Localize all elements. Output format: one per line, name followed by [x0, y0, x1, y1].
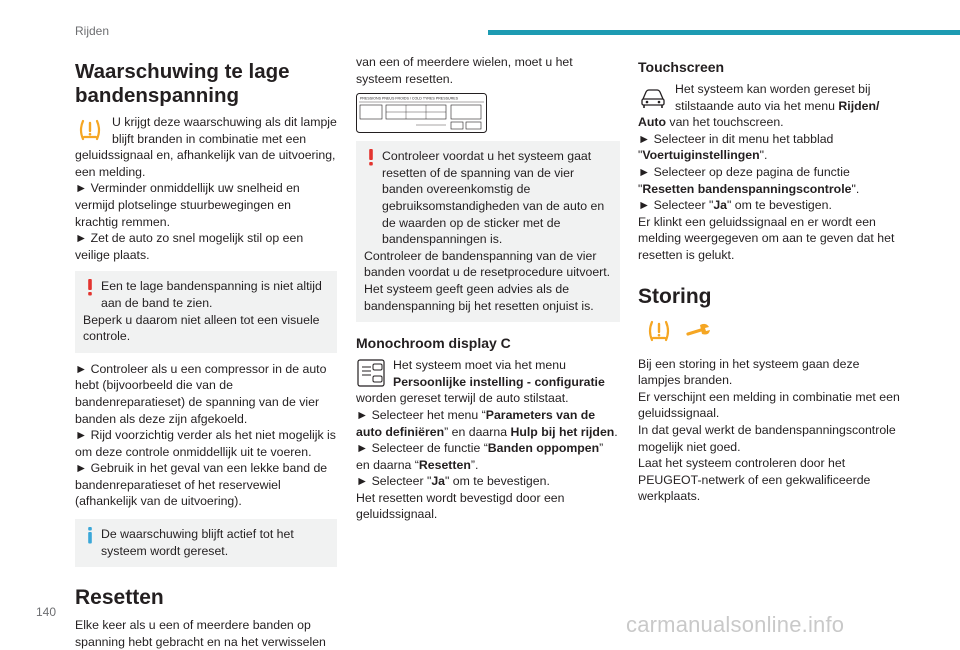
- fault-text-3: In dat geval werkt de bandenspanningscontrole mogelijk niet goed.: [638, 422, 896, 454]
- exclamation-icon: [364, 148, 378, 166]
- intro-block: [75, 114, 337, 180]
- section-header: Rijden: [75, 24, 110, 38]
- step-use-repair-kit: ► Gebruik in het geval van een lekke band de bandenreparatieset of het reservewiel (afhankelijk van de uitvoering).: [75, 461, 328, 509]
- service-wrench-icon: [684, 318, 714, 349]
- column-1: [75, 54, 337, 650]
- note-line-2: Beperk u daarom niet alleen tot een visuele controle.: [83, 312, 320, 344]
- touch-step-3: ► Selecteer "Ja" om te bevestigen.: [638, 198, 832, 213]
- reset-text-continued: van een of meerdere wielen, moet u het systeem resetten.: [356, 55, 573, 86]
- mono-step-3: ► Selecteer "Ja" om te bevestigen.: [356, 474, 550, 489]
- reset-text: Elke keer als u een of meerdere banden op spanning hebt gebracht en na het verwisselen: [75, 618, 326, 649]
- step-reduce-speed: ► Verminder onmiddellijk uw snelheid en vermijd plotselinge stuurbewegingen en krachtig remmen.: [75, 181, 300, 229]
- fault-text-4: Laat het systeem controleren door het PEUGEOT-netwerk of een gekwalificeerde werkplaats.: [638, 456, 871, 504]
- touch-step-2: ► Selecteer op deze pagina de functie "Resetten bandenspanningscontrole".: [638, 164, 860, 196]
- exclamation-icon: [83, 278, 97, 296]
- mono-step-2: ► Selecteer de functie “Banden oppompen” en daarna “Resetten”.: [356, 441, 604, 472]
- touch-step-1: ► Selecteer in dit menu het tabblad "Voertuiginstellingen".: [638, 131, 834, 163]
- mono-step-1: ► Selecteer het menu “Parameters van de auto definiëren” en daarna Hulp bij het rijden.: [356, 407, 618, 439]
- fault-icons: [638, 316, 902, 350]
- column-3: [638, 54, 902, 505]
- watermark: carmanualsonline.info: [626, 612, 845, 637]
- fault-title: Storing: [638, 284, 712, 308]
- column-2: [356, 54, 620, 523]
- monochrome-display-title: Monochroom display C: [356, 335, 511, 352]
- info-note-text: De waarschuwing blijft actief tot het systeem wordt gereset.: [101, 527, 294, 558]
- reset-title: Resetten: [75, 586, 164, 610]
- tyre-pressure-sticker: [356, 93, 487, 133]
- monochrome-intro-block: [356, 357, 620, 407]
- touchscreen-title: Touchscreen: [638, 59, 725, 75]
- mono-confirm: Het resetten wordt bevestigd door een geluidssignaal.: [356, 490, 565, 522]
- warning-title: Waarschuwing te lage bandenspanning: [75, 60, 290, 107]
- page-number: 140: [36, 605, 57, 619]
- touchscreen-intro: Het systeem kan worden gereset bij stilstaande auto via het menu Rijden/ Auto van het touchscreen.: [638, 82, 880, 130]
- car-icon: [638, 82, 668, 112]
- fault-text-1: Bij een storing in het systeem gaan deze lampjes branden.: [638, 356, 860, 388]
- touchscreen-intro-block: [638, 81, 902, 131]
- note-line-1: Een te lage bandenspanning is niet altijd aan de band te zien.: [101, 279, 322, 310]
- info-icon: [83, 526, 97, 544]
- sticker-label: PRESSIONS PNEUS FROIDS / COLD TYRES PRESSURES: [360, 96, 458, 101]
- settings-menu-icon: [356, 358, 386, 388]
- intro-text: U krijgt deze waarschuwing als dit lampje blijft branden in combinatie met een geluidssignaal en, afhankelijk van de uitvoering, een melding.: [75, 115, 337, 179]
- step-drive-carefully: ► Rijd voorzichtig verder als het niet mogelijk is om deze controle onmiddellijk uit te voeren.: [75, 428, 336, 459]
- reset-warning-note: [356, 141, 620, 322]
- header-accent-bar: [488, 30, 960, 35]
- tyre-pressure-warning-icon: [644, 316, 674, 351]
- step-check-compressor: ► Controleer als u een compressor in de auto hebt (bijvoorbeeld die van de bandenreparatieset) de spanning van de vier banden als deze zijn afgekoeld.: [75, 361, 327, 426]
- touch-result: Er klinkt een geluidssignaal en er wordt een melding weergegeven om aan te geven dat het resetten is gelukt.: [638, 214, 895, 262]
- reset-note-line-2: Controleer de bandenspanning van de vier banden voordat u de resetprocedure uitvoert. Het systeem geeft geen advies als de bandenspanning bij het resetten onjuist is.: [364, 248, 611, 313]
- reset-note-line-1: Controleer voordat u het systeem gaat resetten of de spanning van de vier banden overeenkomstig de gebruiksomstandigheden van de auto en de waarden op de sticker met de bandenspanningen is.: [382, 149, 605, 247]
- step-stop-safely: ► Zet de auto zo snel mogelijk stil op een veilige plaats.: [75, 231, 304, 262]
- fault-text-2: Er verschijnt een melding in combinatie met een geluidssignaal.: [638, 389, 900, 421]
- monochrome-intro: Het systeem moet via het menu Persoonlijke instelling - configuratie worden gereset terwijl de auto stilstaat.: [356, 358, 605, 406]
- warning-note: [75, 271, 337, 352]
- info-note: [75, 519, 337, 567]
- tyre-pressure-warning-icon: [75, 115, 105, 145]
